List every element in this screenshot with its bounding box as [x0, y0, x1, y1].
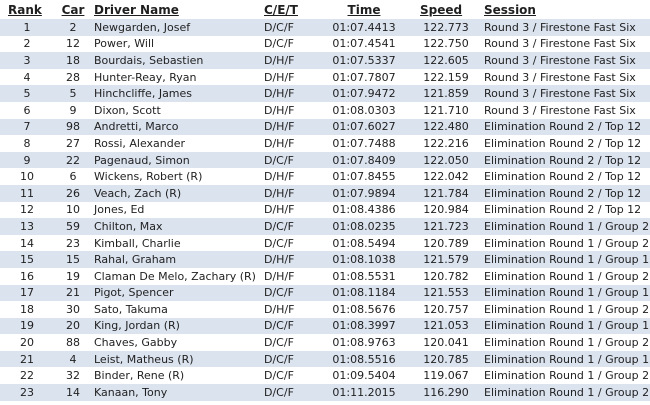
speed-cell: 122.750 [423, 37, 469, 51]
time-cell: 01:07.4541 [332, 37, 396, 51]
session-cell: Elimination Round 1 / Group 1 [484, 352, 650, 366]
time-cell: 01:07.8409 [332, 153, 396, 167]
cet-cell: D/H/F [264, 203, 295, 217]
driver-cell: Leist, Matheus (R) [94, 352, 194, 366]
car-cell: 21 [66, 286, 80, 300]
table-row [0, 19, 650, 36]
session-cell: Elimination Round 1 / Group 2 [484, 369, 650, 383]
cet-cell: D/H/F [264, 53, 295, 67]
car-cell: 18 [66, 53, 80, 67]
speed-cell: 122.159 [423, 70, 469, 84]
time-cell: 01:07.7807 [332, 70, 396, 84]
car-cell: 19 [66, 269, 80, 283]
driver-cell: Newgarden, Josef [94, 20, 191, 34]
car-cell: 32 [66, 369, 80, 383]
header-driver: Driver Name [94, 2, 179, 17]
table-row [0, 334, 650, 351]
table-row [0, 367, 650, 384]
driver-cell: Pagenaud, Simon [94, 153, 190, 167]
cet-cell: D/H/F [264, 302, 295, 316]
time-cell: 01:08.1184 [332, 286, 396, 300]
speed-cell: 120.782 [423, 269, 469, 283]
cet-cell: D/C/F [264, 219, 294, 233]
session-cell: Elimination Round 1 / Group 2 [484, 219, 650, 233]
rank-cell: 6 [23, 103, 31, 117]
driver-cell: Veach, Zach (R) [94, 186, 182, 200]
cet-cell: D/H/F [264, 103, 295, 117]
cet-cell: D/C/F [264, 319, 294, 333]
speed-cell: 121.053 [423, 319, 469, 333]
time-cell: 01:07.6027 [332, 120, 396, 134]
session-cell: Elimination Round 2 / Top 12 [484, 153, 642, 167]
speed-cell: 122.216 [423, 136, 469, 150]
time-cell: 01:11.2015 [332, 385, 396, 399]
table-row [0, 135, 650, 152]
driver-cell: Chilton, Max [94, 219, 163, 233]
car-cell: 20 [66, 319, 80, 333]
table-row [0, 168, 650, 185]
time-cell: 01:08.9763 [332, 336, 396, 350]
speed-cell: 120.789 [423, 236, 469, 250]
header-cet: C/E/T [264, 2, 298, 17]
cet-cell: D/C/F [264, 153, 294, 167]
rank-cell: 18 [20, 302, 34, 316]
time-cell: 01:08.5531 [332, 269, 396, 283]
header-rank: Rank [8, 2, 42, 17]
header-row [0, 0, 650, 19]
cet-cell: D/C/F [264, 286, 294, 300]
rank-cell: 13 [20, 219, 34, 233]
car-cell: 14 [66, 385, 80, 399]
driver-cell: Sato, Takuma [94, 302, 168, 316]
time-cell: 01:08.3997 [332, 319, 396, 333]
session-cell: Elimination Round 1 / Group 2 [484, 385, 650, 399]
table-row [0, 185, 650, 202]
cet-cell: D/C/F [264, 37, 294, 51]
speed-cell: 121.710 [423, 103, 469, 117]
car-cell: 88 [66, 336, 80, 350]
cet-cell: D/H/F [264, 253, 295, 267]
speed-cell: 121.723 [423, 219, 469, 233]
speed-cell: 122.605 [423, 53, 469, 67]
driver-cell: Bourdais, Sebastien [94, 53, 204, 67]
driver-cell: Power, Will [94, 37, 155, 51]
session-cell: Round 3 / Firestone Fast Six [484, 70, 636, 84]
cet-cell: D/C/F [264, 336, 294, 350]
driver-cell: Dixon, Scott [94, 103, 161, 117]
table-row [0, 235, 650, 252]
driver-cell: Hinchcliffe, James [94, 87, 193, 101]
session-cell: Elimination Round 1 / Group 2 [484, 236, 650, 250]
rank-cell: 7 [23, 120, 31, 134]
speed-cell: 121.784 [423, 186, 469, 200]
session-cell: Elimination Round 1 / Group 1 [484, 319, 650, 333]
table-row [0, 384, 650, 401]
session-cell: Elimination Round 2 / Top 12 [484, 136, 642, 150]
rank-cell: 19 [20, 319, 34, 333]
table-row [0, 119, 650, 136]
rank-cell: 8 [23, 136, 31, 150]
session-cell: Elimination Round 2 / Top 12 [484, 120, 642, 134]
speed-cell: 121.553 [423, 286, 469, 300]
time-cell: 01:08.0303 [332, 103, 396, 117]
time-cell: 01:08.1038 [332, 253, 396, 267]
cet-cell: D/H/F [264, 186, 295, 200]
rank-cell: 12 [20, 203, 34, 217]
driver-cell: Andretti, Marco [94, 120, 179, 134]
speed-cell: 121.859 [423, 87, 469, 101]
time-cell: 01:09.5404 [332, 369, 396, 383]
time-cell: 01:08.0235 [332, 219, 396, 233]
driver-cell: Pigot, Spencer [94, 286, 174, 300]
car-cell: 23 [66, 236, 80, 250]
cet-cell: D/C/F [264, 20, 294, 34]
table-row [0, 69, 650, 86]
time-cell: 01:07.7488 [332, 136, 396, 150]
session-cell: Elimination Round 2 / Top 12 [484, 203, 642, 217]
table-row [0, 218, 650, 235]
driver-cell: Chaves, Gabby [94, 336, 178, 350]
rank-cell: 22 [20, 369, 34, 383]
header-time: Time [347, 2, 381, 17]
speed-cell: 120.757 [423, 302, 469, 316]
session-cell: Elimination Round 2 / Top 12 [484, 170, 642, 184]
driver-cell: Rossi, Alexander [94, 136, 186, 150]
driver-cell: Wickens, Robert (R) [94, 170, 203, 184]
cet-cell: D/C/F [264, 352, 294, 366]
results-body [0, 19, 650, 401]
rank-cell: 10 [20, 170, 34, 184]
table-row [0, 85, 650, 102]
car-cell: 5 [69, 87, 77, 101]
table-row [0, 351, 650, 368]
rank-cell: 20 [20, 336, 34, 350]
car-cell: 26 [66, 186, 80, 200]
car-cell: 4 [69, 352, 77, 366]
session-cell: Elimination Round 2 / Top 12 [484, 186, 642, 200]
rank-cell: 16 [20, 269, 34, 283]
time-cell: 01:08.5494 [332, 236, 396, 250]
rank-cell: 5 [23, 87, 31, 101]
session-cell: Round 3 / Firestone Fast Six [484, 103, 636, 117]
car-cell: 9 [69, 103, 77, 117]
header-car: Car [61, 2, 85, 17]
rank-cell: 15 [20, 253, 34, 267]
car-cell: 30 [66, 302, 80, 316]
speed-cell: 122.050 [423, 153, 469, 167]
time-cell: 01:07.4413 [332, 20, 396, 34]
cet-cell: D/H/F [264, 87, 295, 101]
speed-cell: 121.579 [423, 253, 469, 267]
cet-cell: D/C/F [264, 236, 294, 250]
driver-cell: King, Jordan (R) [94, 319, 180, 333]
cet-cell: D/C/F [264, 369, 294, 383]
car-cell: 98 [66, 120, 80, 134]
rank-cell: 11 [20, 186, 34, 200]
driver-cell: Jones, Ed [94, 203, 145, 217]
table-row [0, 285, 650, 302]
car-cell: 6 [69, 170, 77, 184]
car-cell: 10 [66, 203, 80, 217]
speed-cell: 122.773 [423, 20, 469, 34]
cet-cell: D/H/F [264, 120, 295, 134]
session-cell: Round 3 / Firestone Fast Six [484, 37, 636, 51]
speed-cell: 120.785 [423, 352, 469, 366]
car-cell: 2 [69, 20, 77, 34]
car-cell: 15 [66, 253, 80, 267]
time-cell: 01:08.5516 [332, 352, 396, 366]
header-session: Session [484, 2, 536, 17]
driver-cell: Kimball, Charlie [94, 236, 181, 250]
speed-cell: 122.042 [423, 170, 469, 184]
driver-cell: Claman De Melo, Zachary (R) [94, 269, 256, 283]
speed-cell: 116.290 [423, 385, 469, 399]
rank-cell: 17 [20, 286, 34, 300]
speed-cell: 120.041 [423, 336, 469, 350]
rank-cell: 23 [20, 385, 34, 399]
rank-cell: 9 [23, 153, 31, 167]
driver-cell: Rahal, Graham [94, 253, 177, 267]
session-cell: Elimination Round 1 / Group 2 [484, 336, 650, 350]
rank-cell: 14 [20, 236, 34, 250]
driver-cell: Hunter-Reay, Ryan [94, 70, 197, 84]
table-row [0, 52, 650, 69]
session-cell: Elimination Round 1 / Group 2 [484, 269, 650, 283]
session-cell: Elimination Round 1 / Group 2 [484, 302, 650, 316]
rank-cell: 2 [23, 37, 31, 51]
time-cell: 01:08.5676 [332, 302, 396, 316]
rank-cell: 1 [23, 20, 31, 34]
table-row [0, 102, 650, 119]
cet-cell: D/C/F [264, 385, 294, 399]
table-row [0, 268, 650, 285]
table-row [0, 152, 650, 169]
cet-cell: D/H/F [264, 70, 295, 84]
time-cell: 01:07.9894 [332, 186, 396, 200]
car-cell: 27 [66, 136, 80, 150]
car-cell: 12 [66, 37, 80, 51]
table-row [0, 202, 650, 219]
session-cell: Round 3 / Firestone Fast Six [484, 53, 636, 67]
rank-cell: 4 [23, 70, 31, 84]
time-cell: 01:07.9472 [332, 87, 396, 101]
speed-cell: 120.984 [423, 203, 469, 217]
cet-cell: D/H/F [264, 269, 295, 283]
driver-cell: Binder, Rene (R) [94, 369, 185, 383]
cet-cell: D/H/F [264, 170, 295, 184]
session-cell: Elimination Round 1 / Group 1 [484, 286, 650, 300]
car-cell: 22 [66, 153, 80, 167]
speed-cell: 119.067 [423, 369, 469, 383]
time-cell: 01:08.4386 [332, 203, 396, 217]
rank-cell: 21 [20, 352, 34, 366]
session-cell: Round 3 / Firestone Fast Six [484, 20, 636, 34]
car-cell: 59 [66, 219, 80, 233]
session-cell: Round 3 / Firestone Fast Six [484, 87, 636, 101]
time-cell: 01:07.5337 [332, 53, 396, 67]
speed-cell: 122.480 [423, 120, 469, 134]
header-speed: Speed [420, 2, 463, 17]
table-row [0, 251, 650, 268]
car-cell: 28 [66, 70, 80, 84]
table-row [0, 318, 650, 335]
table-row [0, 301, 650, 318]
driver-cell: Kanaan, Tony [94, 385, 168, 399]
session-cell: Elimination Round 1 / Group 1 [484, 253, 650, 267]
table-row [0, 36, 650, 53]
cet-cell: D/H/F [264, 136, 295, 150]
rank-cell: 3 [23, 53, 31, 67]
time-cell: 01:07.8455 [332, 170, 396, 184]
